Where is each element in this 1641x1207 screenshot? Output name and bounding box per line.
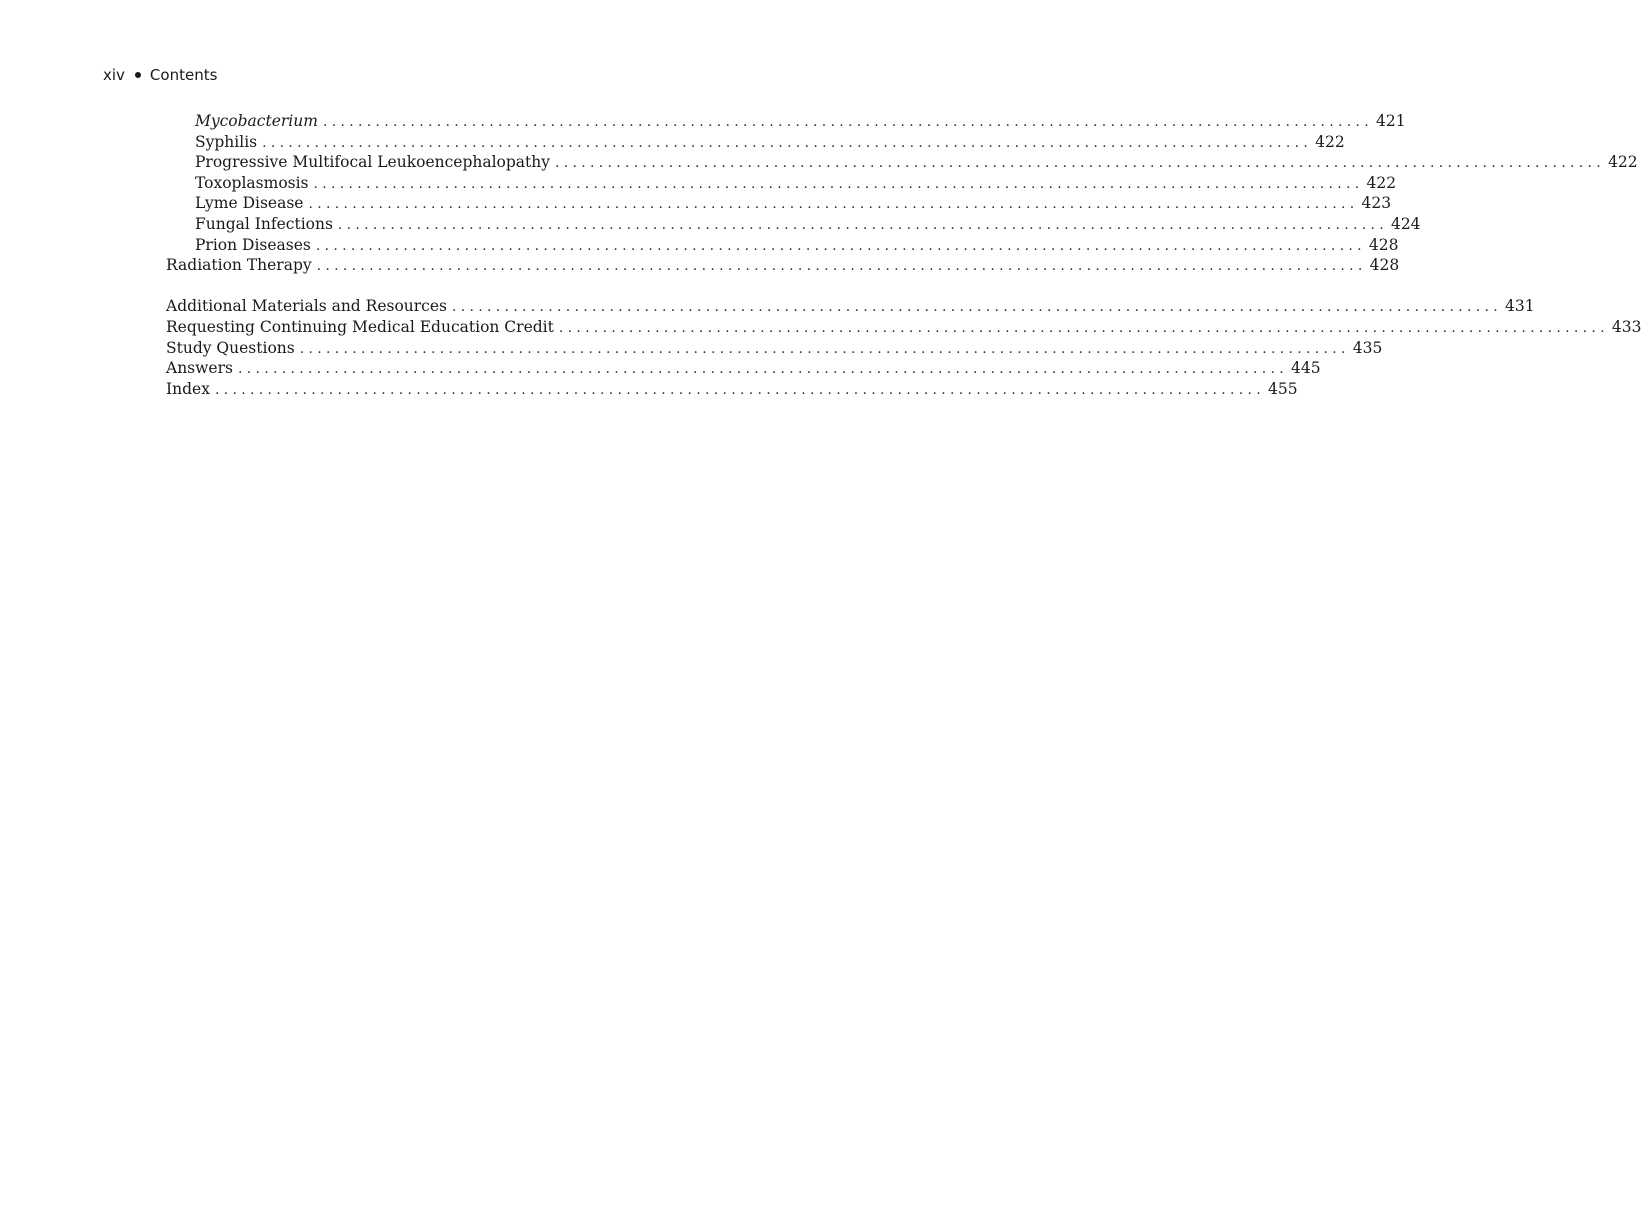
table-of-contents <box>166 111 1641 399</box>
toc-entry <box>166 193 1392 214</box>
dot-leader: ........................................................................................................................ <box>315 237 1366 254</box>
toc-entry-page: 455 <box>1267 379 1298 398</box>
dot-leader: ........................................................................................................................ <box>237 361 1288 378</box>
toc-entry-title: Progressive Multifocal Leukoencephalopathy <box>195 153 551 172</box>
dot-leader: ........................................................................................................................ <box>337 216 1388 233</box>
toc-entry-title: Syphilis <box>195 132 258 151</box>
dot-leader: ........................................................................................................................ <box>316 258 1367 275</box>
toc-entry-title: Additional Materials and Resources <box>166 297 447 316</box>
dot-leader: ........................................................................................................................ <box>555 155 1606 172</box>
dot-leader: ........................................................................................................................ <box>214 381 1265 398</box>
dot-leader: ........................................................................................................................ <box>451 299 1503 316</box>
toc-entry-title: Radiation Therapy <box>166 256 312 275</box>
toc-entry <box>166 132 1345 153</box>
toc-entry-title: Lyme Disease <box>195 194 304 213</box>
dot-leader: ........................................................................................................................ <box>299 340 1350 357</box>
toc-entry-page: 423 <box>1361 194 1392 213</box>
toc-entry <box>166 235 1399 256</box>
running-head-section: Contents <box>149 66 218 84</box>
toc-entry <box>166 214 1421 235</box>
toc-entry-title: Index <box>166 379 210 398</box>
toc-entry-page: 422 <box>1366 173 1397 192</box>
dot-leader: ........................................................................................................................ <box>313 175 1364 192</box>
toc-entry <box>166 173 1397 194</box>
toc-entry-page: 428 <box>1368 235 1399 254</box>
dot-leader: ........................................................................................................................ <box>322 114 1373 130</box>
toc-entry-title: Study Questions <box>166 338 295 357</box>
toc-entry <box>166 358 1321 379</box>
toc-entry-page: 421 <box>1375 112 1406 130</box>
toc-entry-page: 431 <box>1505 297 1535 316</box>
dot-leader: ........................................................................................................................ <box>262 134 1313 151</box>
toc-entry-title: Fungal Infections <box>195 214 333 233</box>
toc-entry-title: Mycobacterium <box>195 112 318 130</box>
toc-entry-title: Toxoplasmosis <box>195 173 309 192</box>
toc-entry <box>166 296 1535 317</box>
toc-entry <box>166 255 1400 276</box>
running-head <box>103 66 217 84</box>
toc-entry <box>166 152 1638 173</box>
bullet-separator <box>135 72 141 78</box>
toc-entry <box>166 338 1383 359</box>
toc-entry-page: 424 <box>1390 214 1421 233</box>
dot-leader: ........................................................................................................................ <box>308 196 1359 213</box>
toc-entry-title: Prion Diseases <box>195 235 311 254</box>
toc-entry-page: 428 <box>1369 256 1400 275</box>
toc-entry-page: 445 <box>1290 359 1321 378</box>
toc-entry-title: Requesting Continuing Medical Education Credit <box>166 317 554 336</box>
toc-entry <box>166 111 1406 132</box>
toc-entry-page: 435 <box>1352 338 1383 357</box>
toc-entry-page: 422 <box>1315 132 1345 151</box>
dot-leader: ........................................................................................................................ <box>558 319 1609 336</box>
toc-entry-title: Answers <box>166 359 233 378</box>
page-number: xiv <box>103 66 125 84</box>
toc-entry <box>166 317 1641 338</box>
toc-entry-page: 422 <box>1608 153 1638 172</box>
toc-entry <box>166 379 1298 400</box>
toc-entry-page: 433 <box>1611 317 1641 336</box>
